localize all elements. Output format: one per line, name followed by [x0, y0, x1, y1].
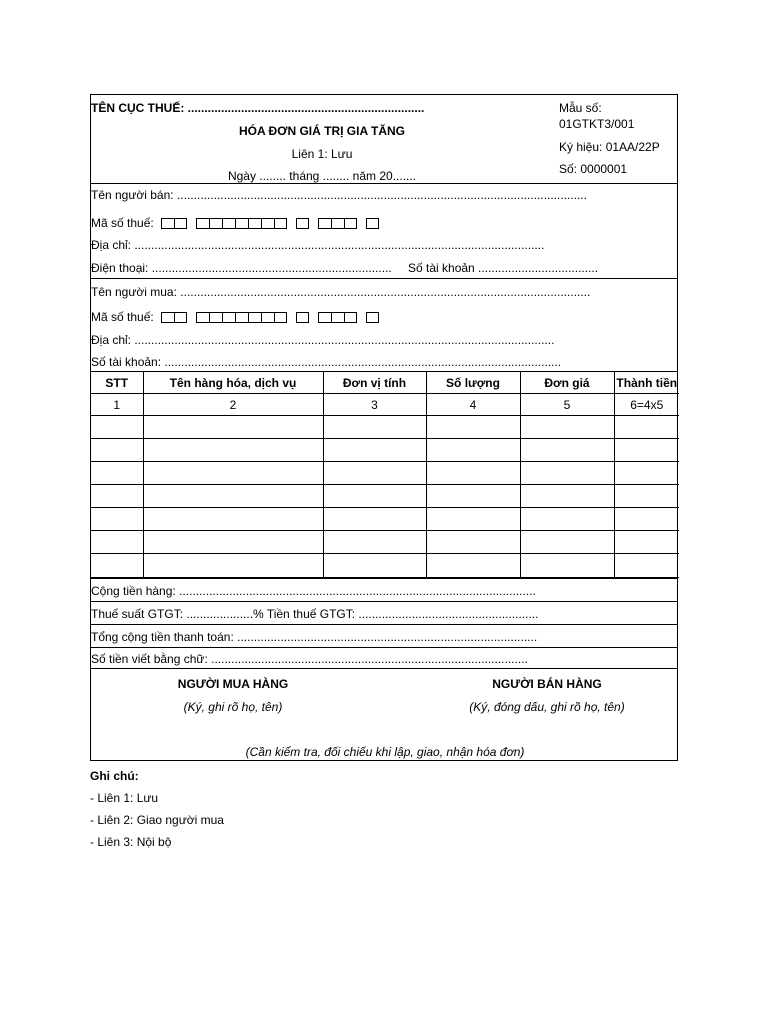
vat-line	[91, 601, 677, 624]
note-item: - Liên 1: Lưu	[90, 791, 159, 805]
buyer-name-line	[91, 279, 677, 301]
seller-name-line	[91, 184, 677, 206]
table-cell[interactable]	[323, 508, 426, 531]
invoice-header	[91, 95, 677, 184]
col-number: 3	[323, 394, 426, 416]
table-cell[interactable]	[614, 462, 679, 485]
table-row[interactable]	[91, 462, 679, 485]
table-row[interactable]	[91, 439, 679, 462]
buyer-account: Số tài khoản: .......................................................................................................................	[91, 355, 562, 369]
subtotal: Cộng tiền hàng: ...........................................................................................................	[91, 584, 536, 598]
seller-address-line	[91, 232, 677, 254]
table-cell[interactable]	[426, 439, 520, 462]
subtotal-line	[91, 579, 677, 601]
tax-agency-line: TÊN CỤC THUẾ: .......................................................................	[91, 101, 425, 115]
form-number-label: Mẫu số:	[559, 101, 602, 115]
table-number-row	[91, 394, 679, 416]
table-cell[interactable]	[426, 485, 520, 508]
total-line	[91, 624, 677, 647]
signature-section	[91, 668, 677, 760]
header-left	[91, 95, 553, 183]
table-cell[interactable]	[91, 531, 143, 554]
invoice-symbol: Ký hiệu: 01AA/22P	[559, 140, 660, 154]
header-right	[553, 95, 677, 183]
table-cell[interactable]	[143, 531, 323, 554]
table-cell[interactable]	[143, 554, 323, 578]
seller-address: Địa chỉ: ...........................................................................................................................	[91, 238, 545, 252]
col-header-amount: Thành tiền	[614, 372, 679, 394]
table-cell[interactable]	[323, 439, 426, 462]
vat-rate-amount: Thuế suất GTGT: ....................% Tiền thuế GTGT: ......................................................	[91, 607, 539, 621]
form-number-value: 01GTKT3/001	[559, 117, 635, 131]
table-row[interactable]	[91, 508, 679, 531]
col-header-stt: STT	[91, 372, 143, 394]
invoice-date-line: Ngày ........ tháng ........ năm 20.......	[227, 169, 417, 183]
seller-name: Tên người bán: ...........................................................................................................................	[91, 188, 588, 202]
table-cell[interactable]	[143, 416, 323, 439]
table-cell[interactable]	[614, 485, 679, 508]
table-cell[interactable]	[520, 508, 614, 531]
buyer-tax-line	[91, 301, 677, 327]
in-words-line	[91, 647, 677, 668]
table-cell[interactable]	[426, 416, 520, 439]
table-cell[interactable]	[520, 531, 614, 554]
table-cell[interactable]	[143, 462, 323, 485]
col-number: 2	[143, 394, 323, 416]
table-cell[interactable]	[91, 485, 143, 508]
col-number: 5	[520, 394, 614, 416]
table-cell[interactable]	[520, 416, 614, 439]
table-cell[interactable]	[614, 531, 679, 554]
table-cell[interactable]	[323, 485, 426, 508]
table-cell[interactable]	[520, 462, 614, 485]
table-cell[interactable]	[143, 439, 323, 462]
table-cell[interactable]	[614, 508, 679, 531]
table-row[interactable]	[91, 554, 679, 578]
buyer-signature-title: NGƯỜI MUA HÀNG	[177, 677, 289, 691]
table-cell[interactable]	[614, 554, 679, 578]
col-header-goods: Tên hàng hóa, dịch vụ	[143, 372, 323, 394]
col-header-unit-price: Đơn giá	[520, 372, 614, 394]
invoice-sheet	[90, 94, 678, 857]
buyer-account-line	[91, 349, 677, 371]
totals-section	[91, 578, 677, 668]
table-row[interactable]	[91, 416, 679, 439]
notes-heading: Ghi chú:	[90, 769, 139, 783]
invoice-form	[90, 94, 678, 761]
verification-note: (Cần kiểm tra, đối chiếu khi lập, giao, nhận hóa đơn)	[245, 745, 525, 759]
table-cell[interactable]	[91, 416, 143, 439]
table-row[interactable]	[91, 485, 679, 508]
table-cell[interactable]	[520, 485, 614, 508]
buyer-tax-code-label: Mã số thuế:	[91, 310, 154, 324]
note-item: - Liên 2: Giao người mua	[90, 813, 224, 827]
copy-label: Liên 1: Lưu	[291, 147, 353, 161]
table-cell[interactable]	[143, 508, 323, 531]
seller-account: Số tài khoản ....................................	[408, 261, 599, 275]
buyer-address: Địa chỉ: ..............................................................................................................................	[91, 333, 555, 347]
table-cell[interactable]	[91, 508, 143, 531]
table-cell[interactable]	[426, 554, 520, 578]
table-cell[interactable]	[91, 439, 143, 462]
amount-in-words: Số tiền viết bằng chữ: ...............................................................................................	[91, 652, 528, 666]
table-cell[interactable]	[323, 416, 426, 439]
seller-signature-note: (Ký, đóng dấu, ghi rõ họ, tên)	[469, 700, 625, 714]
col-number: 6=4x5	[614, 394, 679, 416]
table-cell[interactable]	[143, 485, 323, 508]
table-cell[interactable]	[323, 531, 426, 554]
table-cell[interactable]	[91, 462, 143, 485]
seller-phone-line	[91, 254, 677, 278]
table-cell[interactable]	[614, 416, 679, 439]
col-number: 1	[91, 394, 143, 416]
note-item: - Liên 3: Nội bộ	[90, 835, 172, 849]
table-cell[interactable]	[614, 439, 679, 462]
seller-tax-code-boxes[interactable]	[161, 218, 388, 229]
buyer-tax-code-boxes[interactable]	[161, 312, 388, 323]
items-table	[91, 372, 679, 578]
seller-tax-line	[91, 206, 677, 232]
table-cell[interactable]	[426, 531, 520, 554]
total-payment: Tổng cộng tiền thanh toán: ..........................................................................................	[91, 630, 538, 644]
seller-signature-title: NGƯỜI BÁN HÀNG	[492, 677, 602, 691]
buyer-section	[91, 279, 677, 372]
seller-tax-code-label: Mã số thuế:	[91, 216, 154, 230]
col-number: 4	[426, 394, 520, 416]
seller-phone: Điện thoại: ........................................................................	[91, 261, 392, 275]
table-header-row	[91, 372, 679, 394]
col-header-unit: Đơn vị tính	[323, 372, 426, 394]
seller-section	[91, 184, 677, 279]
notes-section	[90, 769, 678, 857]
table-cell[interactable]	[520, 439, 614, 462]
col-header-quantity: Số lượng	[426, 372, 520, 394]
invoice-number: Số: 0000001	[559, 162, 628, 176]
buyer-name: Tên người mua: ...........................................................................................................................	[91, 285, 591, 299]
invoice-title: HÓA ĐƠN GIÁ TRỊ GIA TĂNG	[238, 124, 405, 138]
table-row[interactable]	[91, 531, 679, 554]
buyer-signature-note: (Ký, ghi rõ họ, tên)	[183, 700, 283, 714]
table-cell[interactable]	[323, 462, 426, 485]
table-cell[interactable]	[520, 554, 614, 578]
table-cell[interactable]	[426, 462, 520, 485]
table-cell[interactable]	[91, 554, 143, 578]
buyer-address-line	[91, 327, 677, 349]
table-cell[interactable]	[426, 508, 520, 531]
table-cell[interactable]	[323, 554, 426, 578]
